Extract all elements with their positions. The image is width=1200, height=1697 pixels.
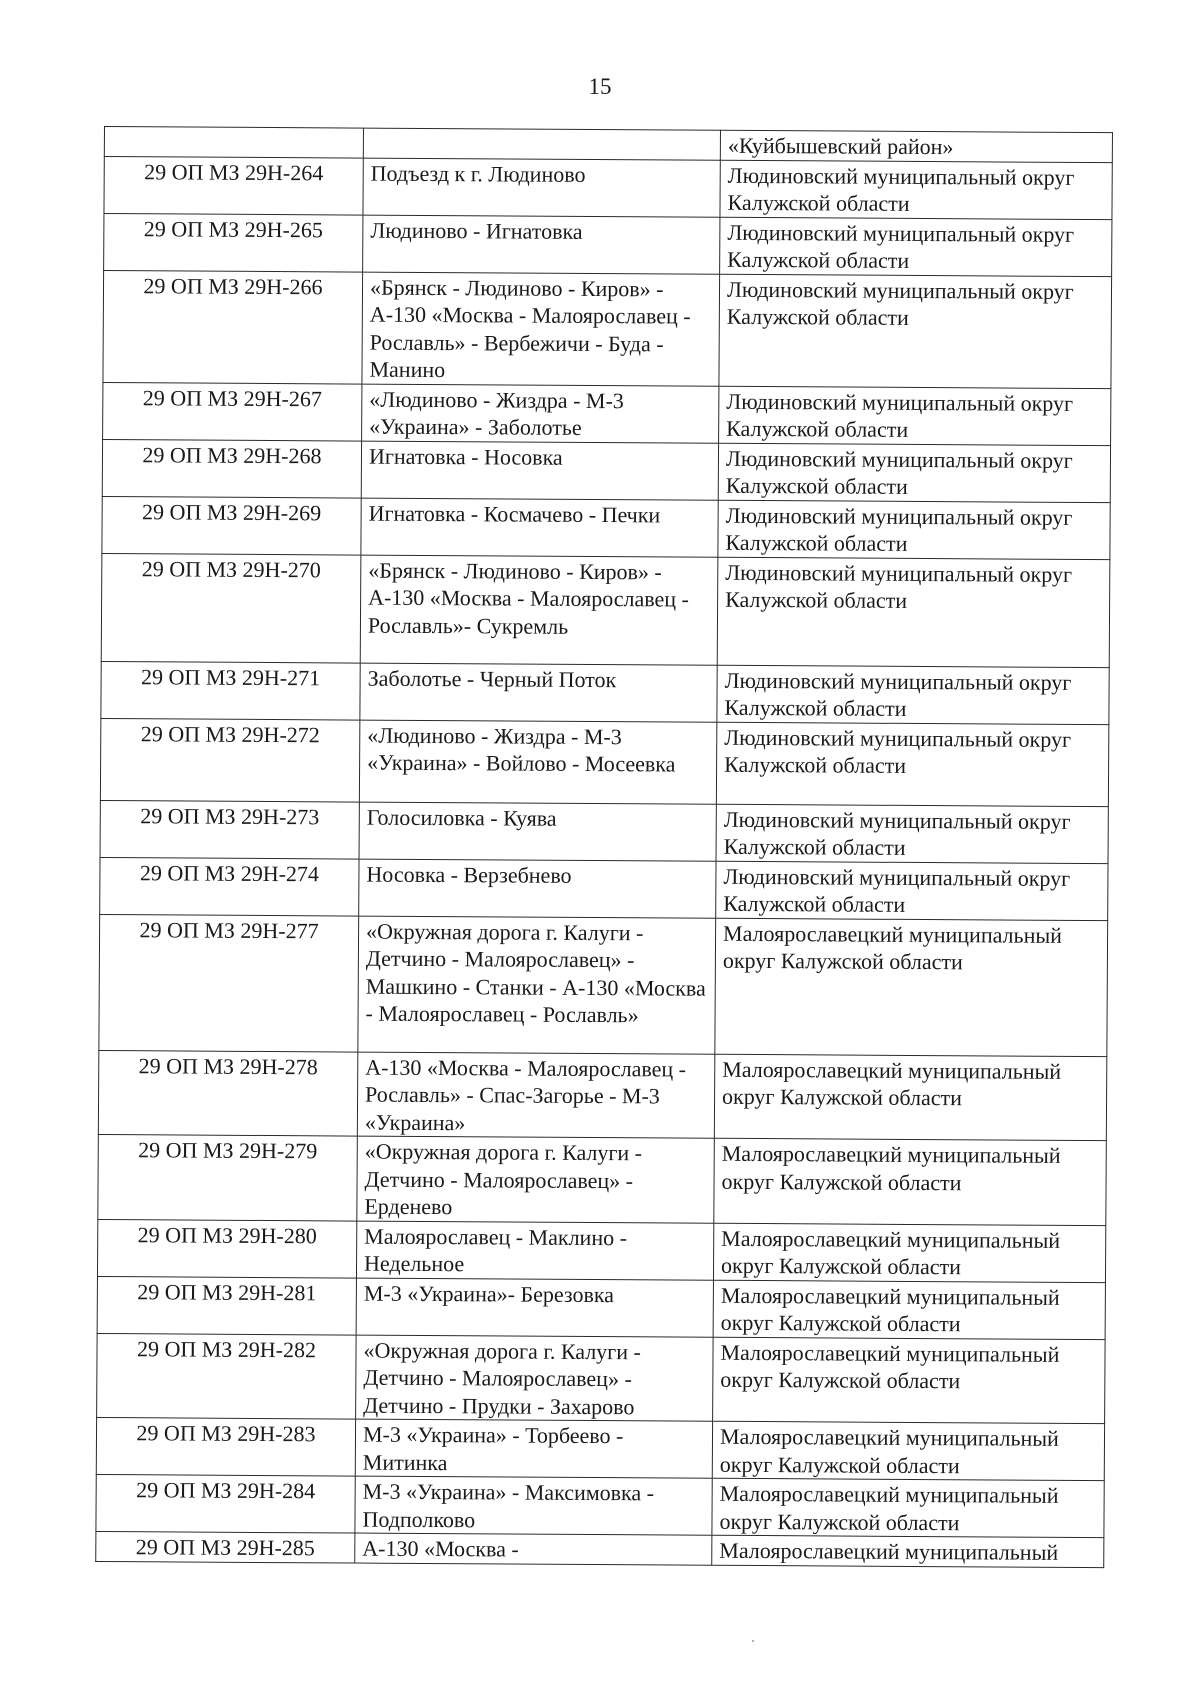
road-code-cell: 29 ОП МЗ 29Н-282	[97, 1333, 357, 1419]
road-code-cell: 29 ОП МЗ 29Н-285	[96, 1531, 355, 1562]
road-region-cell: Людиновский муниципальный округ Калужской области	[719, 386, 1111, 445]
table-row	[101, 661, 1109, 724]
road-region-cell: Людиновский муниципальный округ Калужской области	[718, 500, 1110, 559]
road-region-cell: Малоярославецкий муниципальный округ Калужской области	[714, 1138, 1107, 1225]
road-code-cell: 29 ОП МЗ 29Н-270	[101, 553, 361, 663]
road-region-cell: Людиновский муниципальный округ Калужской области	[717, 665, 1109, 724]
road-name-cell: «Брянск - Людиново - Киров» - А-130 «Москва - Малоярославец - Рославль»- Сукремль	[360, 555, 718, 665]
road-name-cell: «Людиново - Жиздра - М-3 «Украина» - Заболотье	[362, 384, 719, 443]
road-name-cell: «Брянск - Людиново - Киров» - А-130 «Москва - Малоярославец - Рославль» - Вербежичи - Буда - Манино	[362, 272, 720, 386]
road-region-cell: Малоярославецкий муниципальный округ Калужской области	[714, 1054, 1107, 1141]
table-row	[103, 382, 1111, 445]
table-row	[98, 1134, 1106, 1225]
road-code-cell: 29 ОП МЗ 29Н-280	[97, 1219, 356, 1278]
road-region-cell: Малоярославецкий муниципальный округ Калужской области	[715, 918, 1108, 1056]
road-name-cell: «Окружная дорога г. Калуги - Детчино - Малоярославец» - Детчино - Прудки - Захарово	[356, 1335, 714, 1422]
road-name-cell: Игнатовка - Космачево - Печки	[361, 498, 718, 557]
road-region-cell: Малоярославецкий муниципальный округ Калужской области	[712, 1478, 1104, 1537]
road-code-cell: 29 ОП МЗ 29Н-273	[100, 800, 359, 859]
road-name-cell: «Людиново - Жиздра - М-3 «Украина» - Войлово - Мосеевка	[359, 720, 716, 804]
table-row	[96, 1417, 1104, 1480]
road-region-cell: Малоярославецкий муниципальный округ Калужской области	[712, 1421, 1104, 1480]
road-region-cell: Людиновский муниципальный округ Калужской области	[718, 443, 1110, 502]
road-name-cell: Носовка - Верзебнево	[359, 859, 716, 918]
table-row	[103, 270, 1112, 388]
table-row	[97, 1276, 1105, 1339]
road-name-cell: А-130 «Москва - Малоярославец - Рославль» - Спас-Загорье - М-3 «Украина»	[357, 1052, 715, 1139]
table-row	[97, 1219, 1105, 1282]
table-row	[104, 213, 1112, 276]
road-code-cell: 29 ОП МЗ 29Н-277	[99, 914, 359, 1052]
road-region-cell: Людиновский муниципальный округ Калужской области	[720, 160, 1112, 219]
road-region-cell: Людиновский муниципальный округ Калужской области	[720, 217, 1112, 276]
road-name-cell: А-130 «Москва -	[355, 1533, 712, 1565]
road-name-cell: «Окружная дорога г. Калуги - Детчино - Малоярославец» - Ерденево	[357, 1136, 715, 1223]
road-name-cell: Заболотье - Черный Поток	[360, 663, 717, 722]
road-region-cell: Людиновский муниципальный округ Калужской области	[716, 804, 1108, 863]
road-region-cell: Людиновский муниципальный округ Калужской области	[716, 861, 1108, 920]
road-region-cell: Людиновский муниципальный округ Калужской области	[717, 557, 1110, 667]
road-name-cell: Людиново - Игнатовка	[363, 215, 720, 274]
road-code-cell: 29 ОП МЗ 29Н-279	[98, 1134, 358, 1220]
road-code-cell: 29 ОП МЗ 29Н-264	[104, 156, 363, 215]
road-name-cell: М-3 «Украина» - Торбеево - Митинка	[355, 1419, 712, 1478]
road-region-cell: Малоярославецкий муниципальный округ Калужской области	[713, 1337, 1106, 1424]
table-row	[101, 553, 1110, 667]
table-row	[100, 857, 1108, 920]
road-name-cell: «Окружная дорога г. Калуги - Детчино - Малоярославец» - Машкино - Станки - А-130 «Москва - Малоярославец - Рославль»	[358, 916, 716, 1054]
table-row	[104, 156, 1112, 219]
road-name-cell: М-3 «Украина»- Березовка	[356, 1278, 713, 1337]
table-row	[97, 1333, 1105, 1424]
road-code-cell: 29 ОП МЗ 29Н-268	[102, 439, 361, 498]
road-region-cell: Малоярославецкий муниципальный	[712, 1535, 1104, 1567]
road-region-cell: Малоярославецкий муниципальный округ Калужской области	[713, 1280, 1105, 1339]
road-name-cell: Подъезд к г. Людиново	[363, 158, 720, 217]
table-row	[102, 496, 1110, 559]
table-row	[100, 718, 1108, 806]
road-name-cell	[363, 128, 720, 160]
table-row	[98, 1050, 1106, 1141]
table-row	[96, 1531, 1104, 1567]
page-number: 15	[588, 74, 612, 99]
road-region-cell: Людиновский муниципальный округ Калужской области	[716, 722, 1108, 806]
road-code-cell: 29 ОП МЗ 29Н-278	[98, 1050, 358, 1136]
road-region-cell: «Куйбышевский район»	[720, 130, 1112, 162]
table-row	[99, 914, 1108, 1056]
roads-table	[95, 126, 1113, 1568]
table-row	[100, 800, 1108, 863]
road-code-cell: 29 ОП МЗ 29Н-274	[100, 857, 359, 916]
scan-speck	[752, 1640, 754, 1642]
road-code-cell: 29 ОП МЗ 29Н-284	[96, 1474, 355, 1533]
table-row	[96, 1474, 1104, 1537]
road-region-cell: Людиновский муниципальный округ Калужской области	[719, 274, 1112, 388]
road-region-cell: Малоярославецкий муниципальный округ Калужской области	[713, 1223, 1105, 1282]
road-code-cell: 29 ОП МЗ 29Н-267	[103, 382, 362, 441]
road-code-cell: 29 ОП МЗ 29Н-266	[103, 270, 363, 384]
road-code-cell: 29 ОП МЗ 29Н-271	[101, 661, 360, 720]
road-code-cell: 29 ОП МЗ 29Н-281	[97, 1276, 356, 1335]
road-name-cell: М-3 «Украина» - Максимовка - Подполково	[355, 1476, 712, 1535]
road-code-cell	[104, 127, 363, 158]
road-name-cell: Малоярославец - Маклино - Недельное	[356, 1221, 713, 1280]
road-code-cell: 29 ОП МЗ 29Н-272	[100, 718, 359, 802]
road-code-cell: 29 ОП МЗ 29Н-269	[102, 496, 361, 555]
road-code-cell: 29 ОП МЗ 29Н-283	[96, 1417, 355, 1476]
table-row	[102, 439, 1110, 502]
road-code-cell: 29 ОП МЗ 29Н-265	[104, 213, 363, 272]
road-name-cell: Игнатовка - Носовка	[361, 441, 718, 500]
road-name-cell: Голосиловка - Куява	[359, 802, 716, 861]
